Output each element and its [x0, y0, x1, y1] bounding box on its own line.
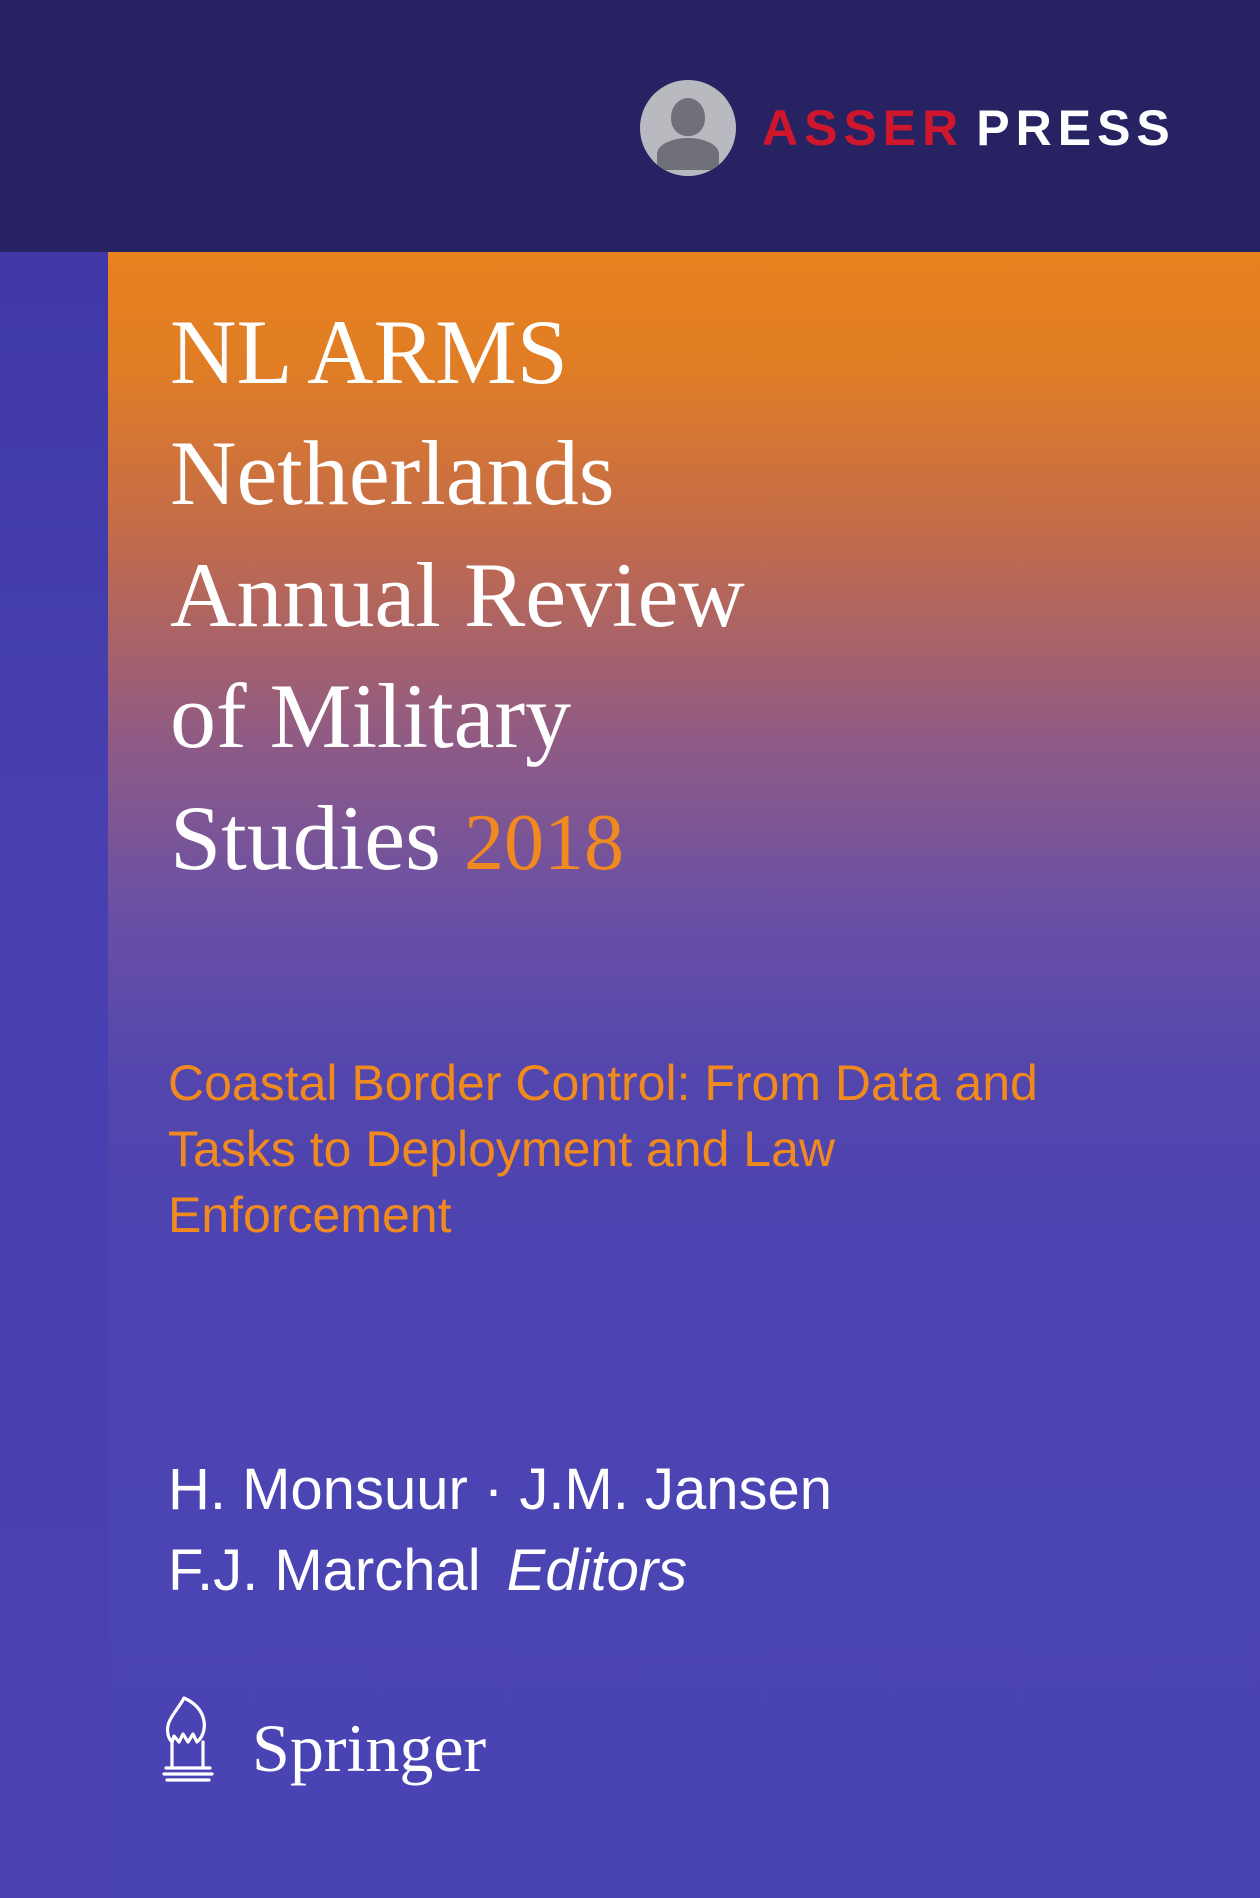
title-line-5-text: Studies — [170, 786, 441, 889]
editors-line-2-names: F.J. Marchal — [168, 1537, 481, 1603]
title-line-2: Netherlands — [170, 422, 615, 525]
editors-block — [168, 1455, 1108, 1607]
title-year: 2018 — [463, 798, 624, 887]
cover-subtitle: Coastal Border Control: From Data and Tasks to Deployment and Law Enforcement — [168, 1055, 1038, 1243]
asser-press-logo — [640, 80, 1176, 176]
editors-role-label: Editors — [506, 1537, 688, 1603]
publisher-band — [0, 0, 1260, 252]
editors-line-1: H. Monsuur · J.M. Jansen — [168, 1457, 832, 1522]
editors-line-2 — [168, 1536, 1108, 1607]
springer-knight-icon — [160, 1690, 234, 1786]
springer-wordmark: Springer — [252, 1710, 487, 1786]
title-line-4: of Military — [170, 665, 572, 768]
title-line-3: Annual Review — [170, 543, 745, 646]
asser-wordmark-primary: ASSER — [762, 100, 965, 156]
asser-wordmark-secondary: PRESS — [976, 100, 1176, 156]
asser-silhouette-icon — [640, 80, 736, 176]
springer-logo — [160, 1690, 486, 1786]
title-line-1: NL ARMS — [170, 301, 568, 403]
spine-strip — [0, 252, 108, 1898]
page-title — [170, 292, 1090, 899]
asser-wordmark — [762, 99, 1176, 157]
title-line-5 — [170, 778, 1090, 899]
